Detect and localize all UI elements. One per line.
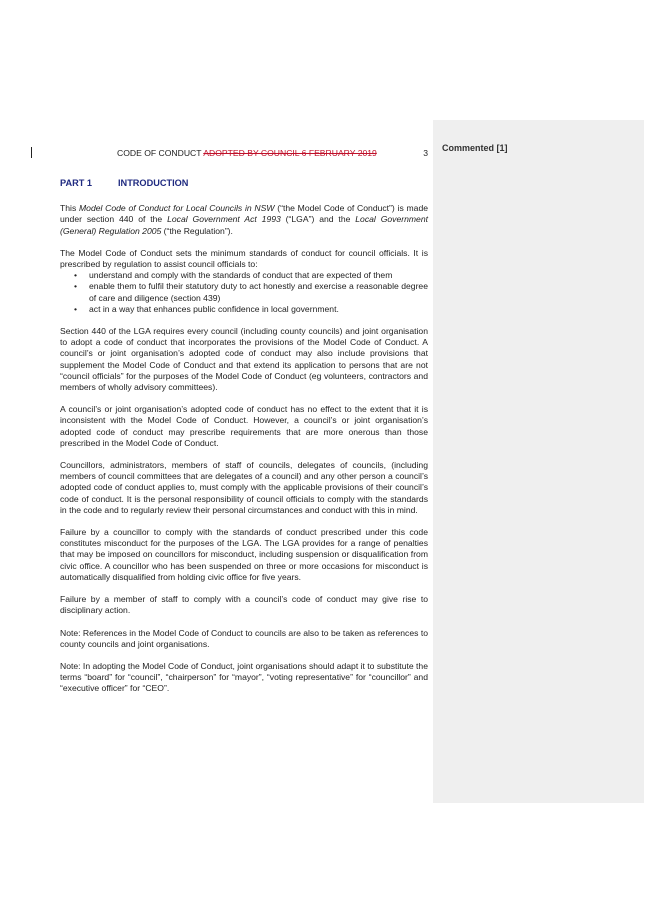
paragraph-section-440: Section 440 of the LGA requires every council (including county councils) and joint organisation to adopt a code of conduct that incorporates the provisions of the Model Code of Conduct. A council’s or joint organisation’s adopted code of conduct may also include provisions that supplement the Model Code of Conduct and that extend its application to persons that are not “council officials” for the purposes of the Model Code of Conduct (eg volunteers, contractors and members of wholly advisory committees). <box>60 326 428 393</box>
bullet-list <box>60 270 428 315</box>
paragraph-intro <box>60 203 428 237</box>
paragraph-misconduct: Failure by a councillor to comply with the standards of conduct prescribed under this code constitutes misconduct for the purposes of the LGA. The LGA provides for a range of penalties that may be imposed on councillors for misconduct, including suspension or disqualification from civic office. A councillor who has been suspended on three or more occasions for misconduct is automatically disqualified from holding civic office for five years. <box>60 527 428 582</box>
italic-run: Local Government Act 1993 <box>167 214 281 225</box>
paragraph-compliance: Councillors, administrators, members of staff of councils, delegates of councils, (including members of council committees that are delegates of a council) and any other person a council’s adopted code of conduct applies to, must comply with the applicable provisions of their council’s code of conduct. It is the personal responsibility of council officials to comply with the standards in the code and to regularly review their personal circumstances and conduct with this in mind. <box>60 460 428 515</box>
change-bar <box>31 147 32 158</box>
text-run: (“the Model Code of Conduct”) is made under section 440 of the <box>60 203 429 225</box>
header-deleted-text: ADOPTED BY COUNCIL 6 FEBRUARY 2019 <box>203 148 377 158</box>
italic-run: Model Code of Conduct for Local Councils in NSW <box>79 203 275 214</box>
paragraph-standards: The Model Code of Conduct sets the minimum standards of conduct for council officials. It is prescribed by regulation to assist council officials to: <box>60 247 428 270</box>
part-title: INTRODUCTION <box>118 178 189 188</box>
document-body <box>60 178 428 706</box>
italic-run: Local Government (General) Regulation 2005 <box>60 214 428 236</box>
note-joint-organisations: Note: In adopting the Model Code of Conduct, joint organisations should adapt it to substitute the terms “board” for “council”, “chairperson” for “mayor”, “voting representative” for “councillor” and “executive officer” for “CEO”. <box>60 660 428 694</box>
text-run: This <box>60 203 79 214</box>
paragraph-staff-discipline: Failure by a member of staff to comply with a council’s code of conduct may give rise to disciplinary action. <box>60 594 428 616</box>
note-county-councils: Note: References in the Model Code of Conduct to councils are also to be taken as references to county councils and joint organisations. <box>60 627 428 649</box>
page-header <box>60 148 428 160</box>
part-number: PART 1 <box>60 178 92 188</box>
page-number: 3 <box>423 148 428 158</box>
paragraph-inconsistency: A council’s or joint organisation’s adopted code of conduct has no effect to the extent that it is inconsistent with the Model Code of Conduct. However, a council’s or joint organisation’s adopted code of conduct may prescribe requirements that are more onerous than those prescribed in the Model Code of Conduct. <box>60 404 428 448</box>
bullet-item: • enable them to fulfil their statutory duty to act honestly and exercise a reasonable degree of care and diligence (section 439) <box>60 281 428 303</box>
comment-pane <box>433 120 644 803</box>
header-text <box>117 148 377 158</box>
bullet-item: • act in a way that enhances public confidence in local government. <box>60 304 428 315</box>
text-run: (“the Regulation”). <box>161 225 233 236</box>
part-heading <box>60 178 428 189</box>
header-title: CODE OF CONDUCT <box>117 148 202 158</box>
text-run: (“LGA”) and the <box>280 214 356 225</box>
comment-label: Commented [1] <box>442 143 508 153</box>
bullet-item: • understand and comply with the standards of conduct that are expected of them <box>60 270 428 281</box>
